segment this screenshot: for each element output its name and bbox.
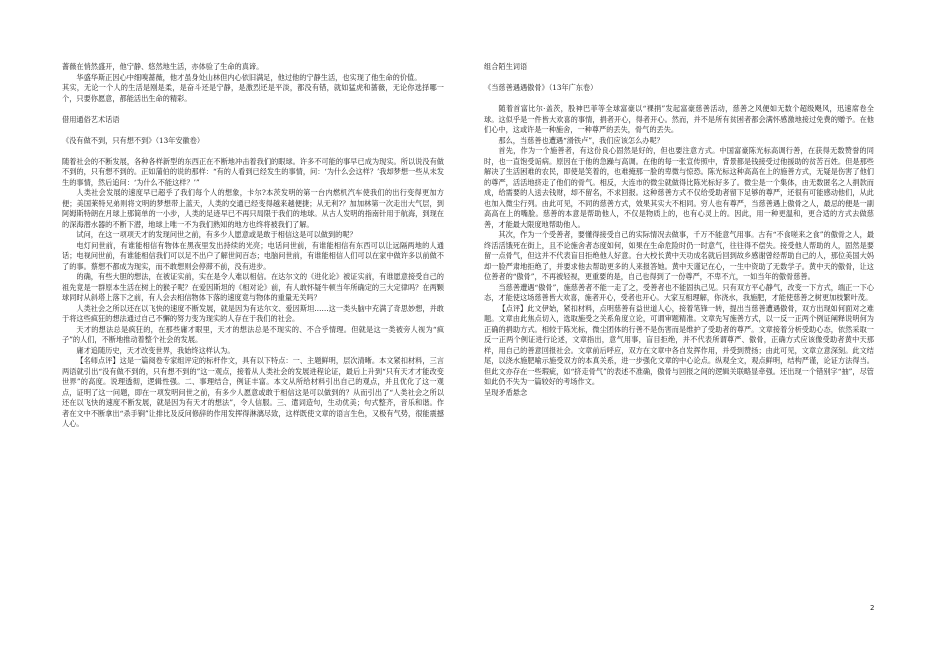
right-paragraph: 首先，作为一个施善者，有这份良心固然是好的，但也要注意方式。中国富豪陈光标高调行善，在获得无数赞誉的同时，也一直饱受诟病。原因在于他的急躁与高调。在他的每一张宣传照中，背景都是钱接受过他援助的贫苦百姓。但是那些解决了生活困难的农民，即使是笑着的，也难掩那一脸的卑微与惊恐。陈光标这种高高在上的施善方式，无疑是伤害了他们的尊严，活活地挤走了他们的骨气。相反，大连市的微尘就做得比陈光标好多了。微尘是一个集体，由无数匿名之人捐款而成，给需要的人送去钱财，却不留名，不求回报。这种慈善方式不仅给受助者留下足够的尊严，还很有可能感动他们，从此也加入微尘行列。由此可见，不同的慈善方式，效果其实大不相同。穷人也有尊严，当慈善遇上傲骨之人，最忌的便是一副高高在上的嘴脸。慈善的本意是帮助他人，不仅是物质上的，也有心灵上的。因此，用一种更温和，更合适的方式去做慈善，才能最大限度地帮助他人。	[484, 146, 874, 229]
left-paragraph: 人类社会之所以还在以飞快的速度不断发展，就是因为有达尔文、爱因斯坦……这一类头脑中充满了奇思妙想，并敢于将这些疯狂的想法通过自己不懈的努力变为现实的人存在于我们的社会。	[62, 303, 444, 323]
left-paragraph: 【名师点评】这是一篇阅卷专家组评定的标杆作文，具有以下特点：一、主题鲜明，层次清晰。本文紧扣材料，三言两语就引出“没有做不到的，只有想不到的”这一观点，接着从人类社会的发展进程论证，最后上升到“只有天才才能改变世界”的高度。说理透彻，逻辑性强。二、事理结合，例证丰富。本文从所给材料引出自己的观点，并且优化了这一观点，证明了这一问题，即在一项发明问世之前，有多少人愿意或敢于相信这是可以做到的？从而引出了“人类社会之所以还在以飞快的速度不断发展，就是因为有天才的想法”，令人信服。三、遣词造句，生动优美；句式整齐，音乐和谐。作者在文中不断拿出“杀手锏”让排比及反问修辞的作用发挥得淋漓尽致，这样既使文章的语言生色，又极有气势，很能震撼人心。	[62, 356, 444, 428]
left-paragraph: 随着社会的不断发展，各种各样新型的东西正在不断地冲击着我们的眼球。许多不可能的事早已成为现实。所以说没有做不到的，只有想不到的。正如蒲伯的说的那样：“有的人看到已经发生的事情，问：‘为什么会这样？’我却梦想一些从未发生的事情，然后追问：‘为什么不能这样？’”	[62, 156, 444, 187]
right-paragraph: 随着首富比尔·盖茨，股神巴菲等全球富豪以“裸捐”发起富豪慈善活动，慈善之风便如无数个超级飓风，迅速席卷全球。这似乎是一件皆大欢喜的事情，捐者开心，得者开心。然而，并不是所有贫困者都会满怀感激地接过免费的赠予。在他们心中，这或许是一种施舍，一种尊严的丢失，骨气的丢失。	[484, 104, 874, 134]
left-paragraph: 庸才追随历史，天才改变世界，我始终这样认为。	[76, 345, 235, 355]
blank-line	[62, 125, 444, 136]
right-heading: 组合陌生词语	[484, 62, 528, 71]
blank-line	[62, 104, 444, 115]
right-heading: 呈现矛盾悬念	[484, 387, 528, 397]
left-paragraph: 天才的想法总是疯狂的，在那些庸才眼里，天才的想法总是不现实的、不合乎情理。但就是这一类被旁人视为“疯子”的人们，不断地推动着整个社会的发展。	[62, 324, 444, 344]
left-column	[62, 62, 444, 430]
left-heading: 《没有做不到，只有想不到》（13年安徽卷）	[62, 135, 205, 145]
left-paragraph: 华盛华斯正因心中细嗅蔷薇，他才虽身处山林但内心依旧满足，他过他的宁静生活，也实现了他生命的价值。	[76, 72, 422, 82]
left-paragraph: 的确，有些大胆的想法，在被证实前，实在是令人难以相信。在达尔文的《进化论》被证实前，有谁愿意接受自己的祖先竟是一群原本生活在树上的猴子呢？在爱因斯坦的《相对论》前，有人敢怀疑牛顿当年所确定的三大定律吗？在两颗球同时从斜塔上落下之前，有人会去相信物体下落的速度竟与物体的重量无关吗？	[62, 272, 444, 302]
right-paragraph: 【点评】此文伊始，紧扣材料，点明慈善有益世道人心，接着笔锋一转，提出当慈善遭遇傲骨，双方出现如何面对之难题。文章由此焦点切入，选取施受之关系角度立论，可谓审题精准。文章先写施善方式，以一反一正两个例证阐释说明何为正确的捐助方式。相较于陈光标，微尘团体的行善不是伤害而是维护了受助者的尊严。文章接着分析受助心态，依然采取一反一正两个例证进行论述，文章指出，意气用事，盲目拒绝，并不代表所谓尊严、傲骨，正确方式应该像受助者黄中天那样，用自己的善意回报社会。文章前后呼应，双方在文章中各自发挥作用，并受到赞扬；由此可见，文章立意深刻。此文结尾，以浇水施肥喻示施受双方的本真关系，进一步强化文章的中心论点。纵观全文，观点鲜明，结构严谨，论证方法得当。但此文亦存在一些瑕疵，如“挤走骨气”的表述不准确，傲骨与回报之间的逻辑关联略显牵强。还出现一个错别字“抽”，尽管如此仍不失为一篇较好的考场作文。	[484, 303, 874, 386]
right-column	[484, 62, 874, 398]
left-paragraph: 试问，在这一项项天才的发现问世之前，有多少人愿意或是敢于相信这是可以做到的呢？	[76, 230, 357, 239]
left-paragraph: 蔷薇在悄然盛开，他宁静、悠然地生活，亦体验了生命的真谛。	[62, 62, 264, 71]
left-paragraph: 人类社会发展的速度早已超乎了我们每个人的想象，卡尔?本茨发明的第一台内燃机汽车使我们的出行变得更加方便；美国莱特兄弟则将文明的梦想带上蓝天，人类的交通已经变得越来越便捷；从无利?？加加林第一次走出大气层，到阿姆斯特朗在月球上那简单的一小步，人类的足迹早已不再只局限于我们的地球。从古人发明的指南针用于航海，到现在的深海潜水器的不断下潜，地球上唯一不为我们熟知的地方也终将被我们了解。	[62, 188, 444, 229]
right-paragraph: 那么，当慈善也遭遇“滑铁卢”，我们应该怎么办呢？	[498, 135, 664, 145]
left-paragraph: 其实，无论一个人的生活是刚是柔，是奋斗还是宁静，是激烈还是平淡，都没有错，就如猛虎和蔷薇，无论你选择哪一个，只要你愿意，都能活出生命的精彩。	[62, 83, 444, 103]
left-paragraph: 电灯问世前，有谁能相信有物体在黑夜里发出持续的光亮；电话问世前，有谁能相信有东西可以让远隔两地的人通话；电视问世前，有谁能相信我们可以足不出户了解世间百态；电脑问世前，有谁能相信人们可以在家中做许多以前做不了的事。蔡想不都成为现实，而不敢想则会停滞不前，没有进步。	[62, 240, 444, 271]
right-heading: 《当慈善遇遇傲骨》（13年广东卷）	[484, 83, 598, 92]
left-heading: 借用通俗艺术话语	[62, 114, 120, 124]
page-number: 2	[870, 604, 875, 612]
right-paragraph: 当慈善遭遇“傲骨”，施慈善者不能一走了之，受善者也不能固执己见。只有双方平心静气，改变一下方式，端正一下心态，才能使这场慈善皆大欢喜，施者开心，受者也开心。大家互相理解，你浇水，我施肥，才能使慈善之树更加枝繁叶茂。	[484, 282, 874, 302]
right-paragraph: 其次，作为一个受善者，要懂得接受自己的实际情况去做事，千万不能意气用事。古有“不食嗟来之食”的傲骨之人，最终活活饿死在街上，且不论施舍者态度如何，如果在生命危险时仍一时意气，往往得不偿失。接受他人帮助的人，固然是要留一点骨气，但这并不代表盲目拒绝他人好意。台大校长黄中天功成名就后回到故乡感谢曾经帮助自己的人，那位美国大妈却一脸严肃地拒绝了，并要求他去帮助更多的人来报答她。黄中天谨记在心，一生中资助了无数学子。黄中天的傲骨，让这位善者的“傲骨”，不再被轻视，更重要的是，自己也得到了一份尊严，不卑不亢，一如当年的傲骨慈善。	[484, 230, 874, 281]
blank-line	[62, 146, 444, 157]
blank-line	[484, 94, 874, 105]
blank-line	[484, 73, 874, 84]
